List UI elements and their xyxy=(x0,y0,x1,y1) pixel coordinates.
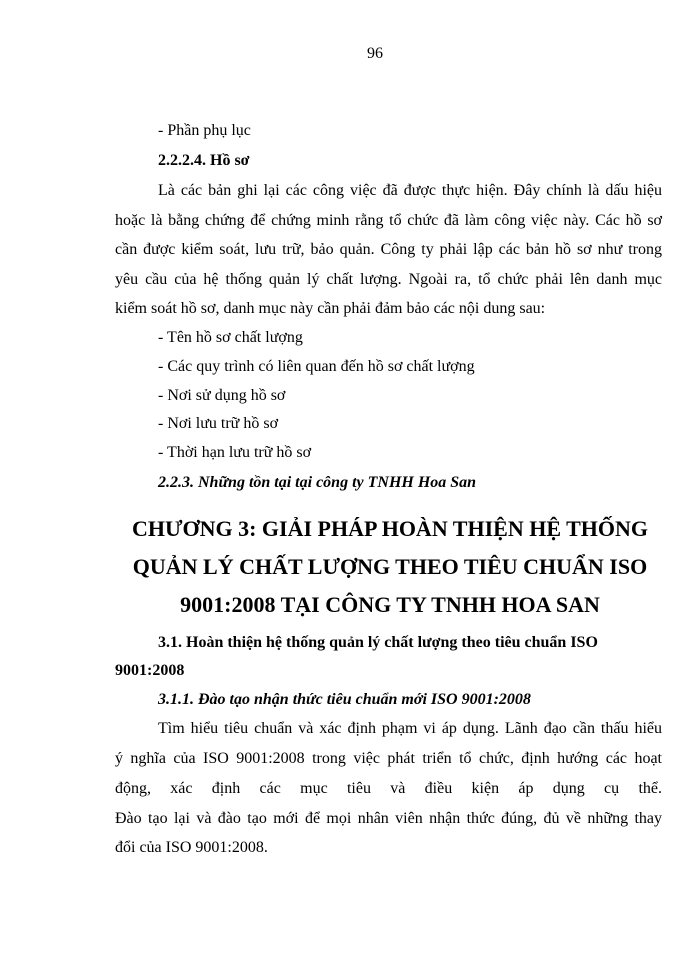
list-item: - Nơi sử dụng hồ sơ xyxy=(158,387,286,404)
paragraph-line: hoặc là bằng chứng để chứng minh rằng tổ chức đã làm công việc này. Các hồ sơ xyxy=(115,212,662,229)
paragraph-line: kiểm soát hồ sơ, danh mục này cần phải đảm bảo các nội dung sau: xyxy=(115,300,546,317)
paragraph-line: Tìm hiểu tiêu chuẩn và xác định phạm vi áp dụng. Lãnh đạo cần thấu hiểu xyxy=(158,720,662,737)
paragraph-line: yêu cầu của hệ thống quản lý chất lượng. Ngoài ra, tổ chức phải lên danh mục xyxy=(115,271,662,288)
list-item: - Nơi lưu trữ hồ sơ xyxy=(158,415,279,432)
paragraph-line: cần được kiểm soát, lưu trữ, bảo quản. Công ty phải lập các bản hồ sơ như trong xyxy=(115,241,662,258)
list-item: - Tên hồ sơ chất lượng xyxy=(158,329,303,346)
chapter-title-line: 9001:2008 TẠI CÔNG TY TNHH HOA SAN xyxy=(180,592,600,617)
paragraph-line: Đào tạo lại và đào tạo mới để mọi nhân viên nhận thức đúng, đủ về những thay xyxy=(115,810,662,827)
heading-3-1-1: 3.1.1. Đào tạo nhận thức tiêu chuẩn mới ISO 9001:2008 xyxy=(158,691,531,708)
list-item: - Thời hạn lưu trữ hồ sơ xyxy=(158,444,312,461)
heading-2-2-3: 2.2.3. Những tồn tại tại công ty TNHH Hoa San xyxy=(158,474,477,491)
paragraph-line: Là các bản ghi lại các công việc đã được thực hiện. Đây chính là dấu hiệu xyxy=(158,182,662,199)
page-number: 96 xyxy=(367,45,383,62)
heading-2-2-2-4: 2.2.2.4. Hồ sơ xyxy=(158,152,250,169)
chapter-title-line: QUẢN LÝ CHẤT LƯỢNG THEO TIÊU CHUẨN ISO xyxy=(132,554,648,579)
paragraph-line: đổi của ISO 9001:2008. xyxy=(115,839,268,856)
paragraph-line: ý nghĩa của ISO 9001:2008 trong việc phát triển tổ chức, định hướng các hoạt xyxy=(115,750,662,767)
list-item: - Các quy trình có liên quan đến hồ sơ chất lượng xyxy=(158,358,475,375)
paragraph-line: động, xác định các mục tiêu và điều kiện áp dụng cụ thể. xyxy=(115,780,662,797)
section-heading-line: 3.1. Hoàn thiện hệ thống quản lý chất lượng theo tiêu chuẩn ISO xyxy=(158,634,598,651)
appendix-item: - Phần phụ lục xyxy=(158,122,251,139)
section-heading-line: 9001:2008 xyxy=(115,662,185,679)
chapter-title-line: CHƯƠNG 3: GIẢI PHÁP HOÀN THIỆN HỆ THỐNG xyxy=(131,516,649,541)
